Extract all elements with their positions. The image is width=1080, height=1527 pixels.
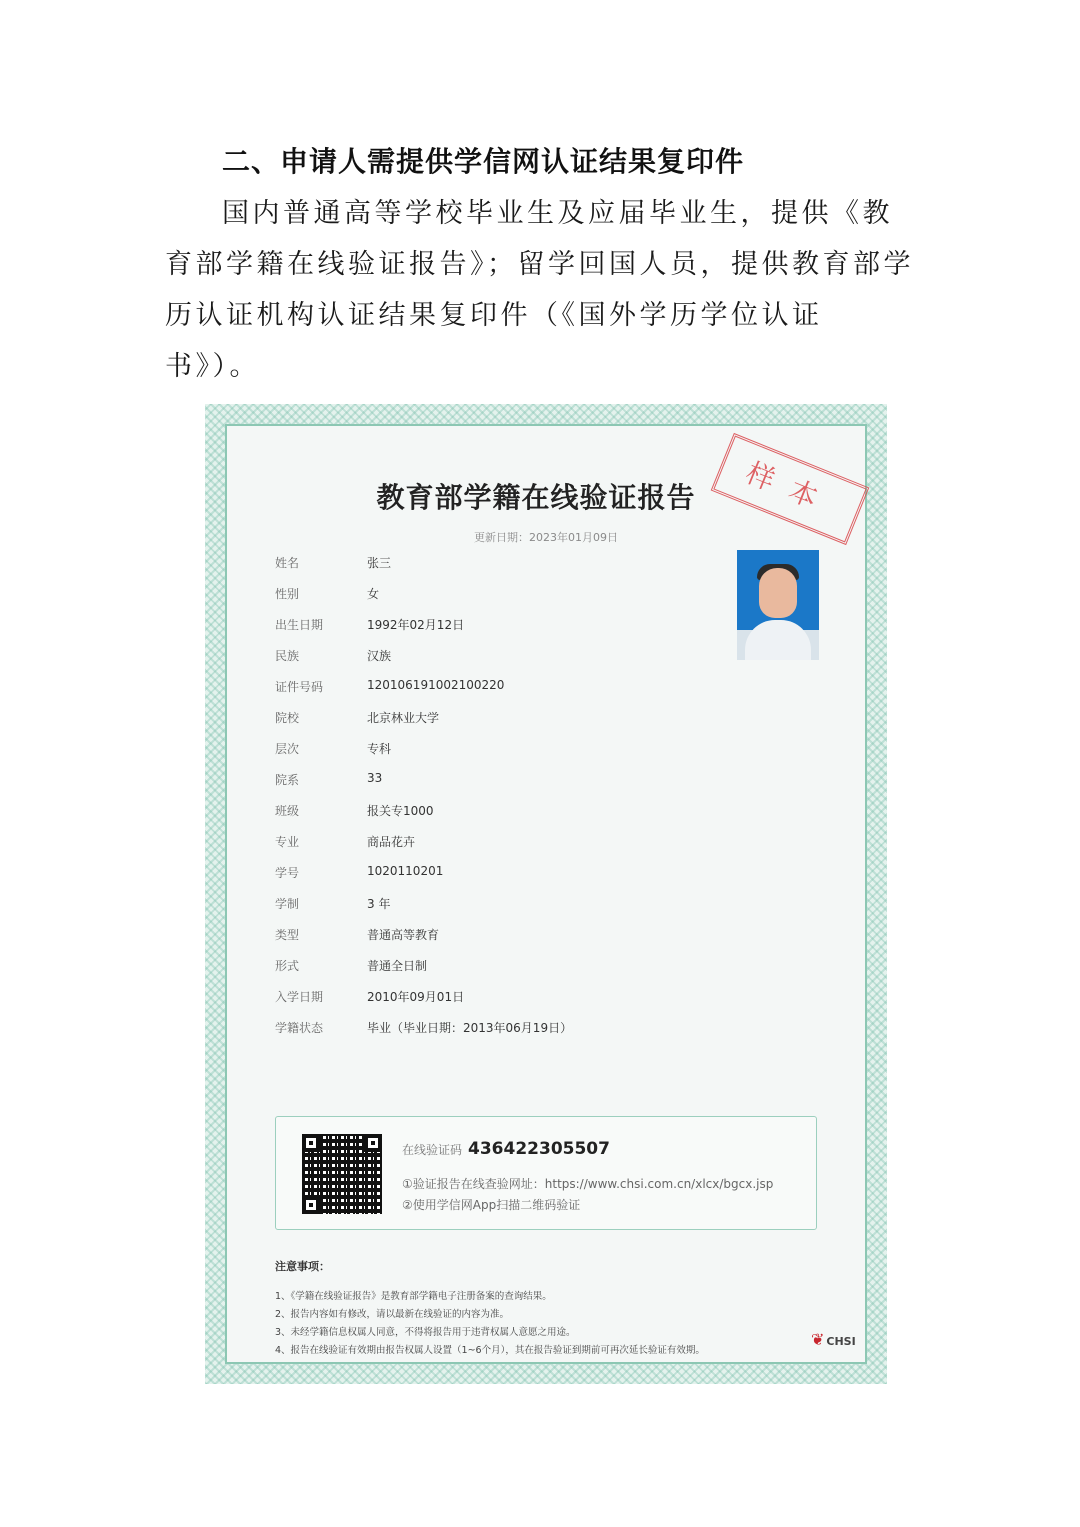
note-item: 4、报告在线验证有效期由报告权属人设置（1~6个月），其在报告验证到期前可再次延长验证有效期。 — [275, 1345, 705, 1356]
body-paragraph: 国内普通高等学校毕业生及应届毕业生，提供《教育部学籍在线验证报告》；留学回国人员，提供教育部学历认证机构认证结果复印件（《国外学历学位认证书》）。 — [165, 198, 914, 382]
note-item: 3、未经学籍信息权属人同意，不得将报告用于违背权属人意愿之用途。 — [275, 1327, 576, 1338]
sample-stamp: 样本 — [711, 433, 870, 545]
certificate-title: 教育部学籍在线验证报告 — [376, 481, 696, 514]
certificate-sample — [205, 404, 887, 1384]
qr-code — [302, 1134, 382, 1214]
verification-code: 在线验证码 436422305507 — [402, 1139, 610, 1159]
notes-title: 注意事项： — [275, 1260, 330, 1273]
chsi-logo: ❦ CHSI — [811, 1330, 856, 1349]
update-date: 更新日期：2023年01月09日 — [474, 531, 618, 544]
note-item: 2、报告内容如有修改，请以最新在线验证的内容为准。 — [275, 1309, 510, 1320]
certificate-inner: 教育部学籍在线验证报告 样本 更新日期：2023年01月09日 姓名 张三 性别 女 出生日期 1992年02月12日 民族 汉族 证件号码 120106191002100220 院校 北京林业大学 层次 专科 院系 33 班级 报关专1000 专业 商品花卉 学号 1020110201 学制 3 年 类型 普通高等教育 形式 普通全日制 入学日期 2010年09月01日 学籍状态 毕业（毕业日期：2013年06月19日） 在线验证码 436422305507 ①验证报告在线查验网址：https://www.chsi.com.cn/xlcx/bgcx.jsp ②使用学信网App扫描二维码验证 注意事项： 1、《学籍在线验证报告》是教育部学籍电子注册备案的查询结果。 2、报告内容如有修改，请以最新在线验证的内容为准。 3、未经学籍信息权属人同意，不得将报告用于违背权属人意愿之用途。 4、报告在线验证有效期由报告权属人设置（1~6个月），其在报告验证到期前可再次延长验证有效期。 ❦ CHSI — [225, 424, 867, 1364]
verify-url-line: ①验证报告在线查验网址：https://www.chsi.com.cn/xlcx/bgcx.jsp — [402, 1177, 774, 1191]
verification-box — [275, 1116, 817, 1230]
section-heading: 二、申请人需提供学信网认证结果复印件 — [222, 145, 745, 178]
verify-app-line: ②使用学信网App扫描二维码验证 — [402, 1198, 581, 1212]
student-photo — [737, 550, 819, 660]
note-item: 1、《学籍在线验证报告》是教育部学籍电子注册备案的查询结果。 — [275, 1291, 552, 1302]
chsi-mark-icon: ❦ — [811, 1330, 825, 1349]
